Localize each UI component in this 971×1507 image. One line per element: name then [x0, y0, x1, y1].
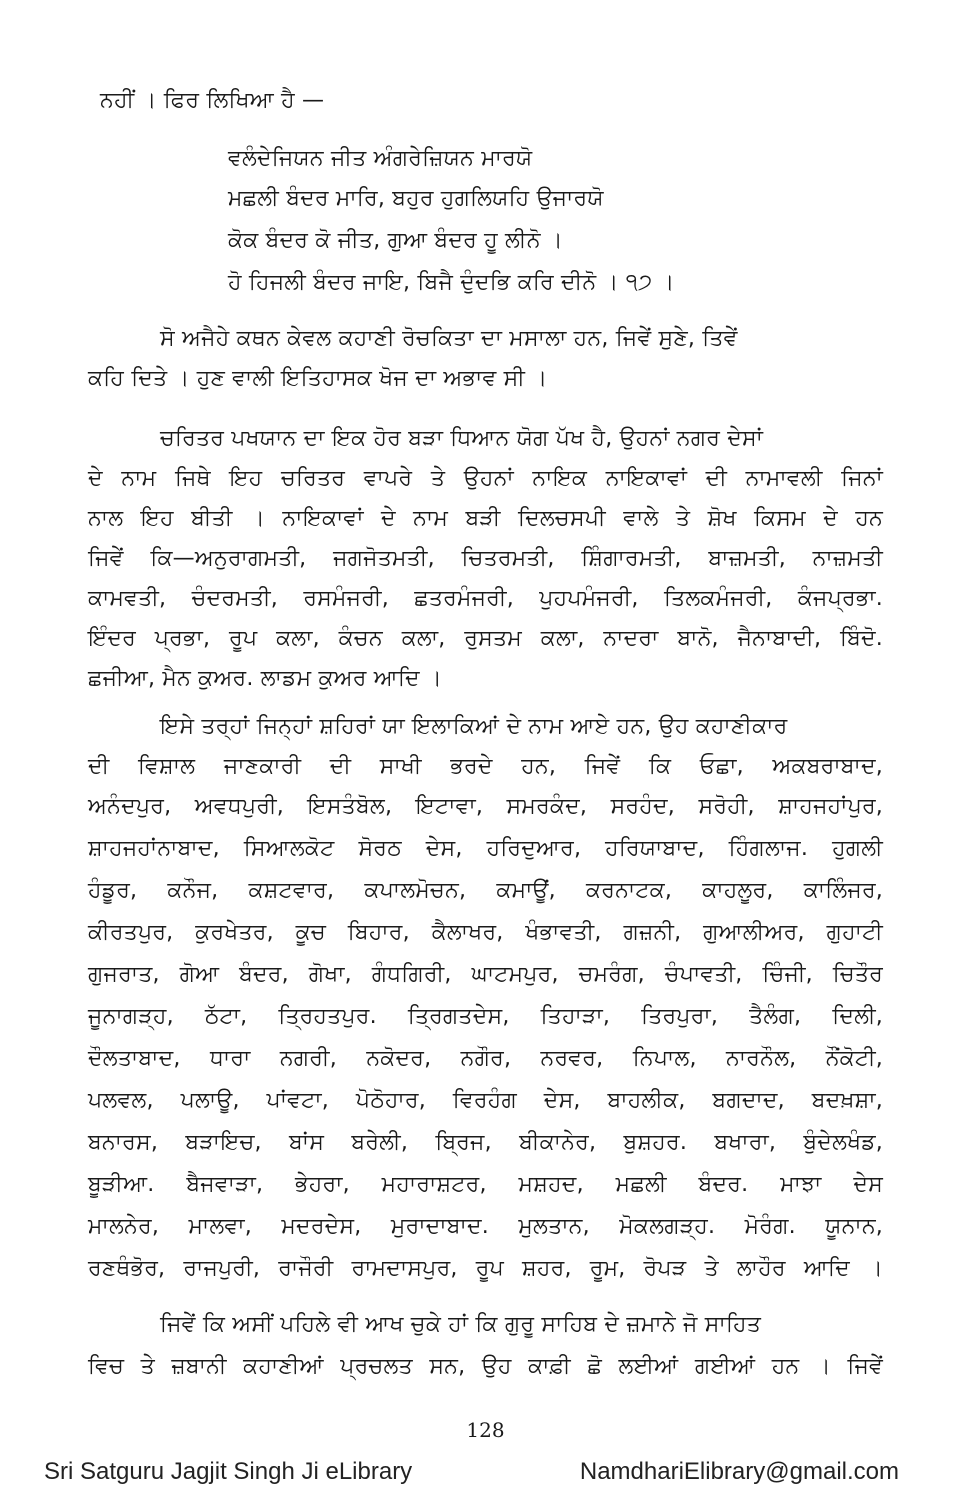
paragraph-line: ਕੀਰਤਪੁਰ, ਕੁਰਖੇਤਰ, ਕੂਚ ਬਿਹਾਰ, ਕੈਲਾਖਰ, ਖੰਭਾਵਤੀ, ਗਜ਼ਨੀ, ਗੁਆਲੀਅਰ, ਗੁਹਾਟੀ [88, 920, 883, 945]
paragraph-line: ਕਹਿ ਦਿਤੇ । ਹੁਣ ਵਾਲੀ ਇਤਿਹਾਸਕ ਖੋਜ ਦਾ ਅਭਾਵ ਸੀ । [88, 366, 548, 391]
paragraph-line: ਰਣਥੰਭੋਰ, ਰਾਜਪੁਰੀ, ਰਾਜੌਰੀ ਰਾਮਦਾਸਪੁਰ, ਰੂਪ ਸ਼ਹਰ, ਰੂਮ, ਰੋਪੜ ਤੇ ਲਾਹੌਰ ਆਦਿ । [88, 1256, 883, 1281]
paragraph-line: ਵਿਚ ਤੇ ਜ਼ਬਾਨੀ ਕਹਾਣੀਆਂ ਪ੍ਰਚਲਤ ਸਨ, ਉਹ ਕਾਫ਼ੀ ਛੋ ਲਈਆਂ ਗਈਆਂ ਹਨ । ਜਿਵੇਂ [88, 1354, 883, 1379]
paragraph-line: ਇਸੇ ਤਰ੍ਹਾਂ ਜਿਨ੍ਹਾਂ ਸ਼ਹਿਰਾਂ ਯਾ ਇਲਾਕਿਆਂ ਦੇ ਨਾਮ ਆਏ ਹਨ, ਉਹ ਕਹਾਣੀਕਾਰ [160, 714, 788, 739]
paragraph-line: ਕਾਮਵਤੀ, ਚੰਦਰਮਤੀ, ਰਸਮੰਜਰੀ, ਛਤਰਮੰਜਰੀ, ਪੁਹਪਮੰਜਰੀ, ਤਿਲਕਮੰਜਰੀ, ਕੰਜਪ੍ਰਭਾ. [88, 586, 883, 611]
paragraph-line: ਛਜੀਆ, ਮੈਨ ਕੁਅਰ. ਲਾਡਮ ਕੁਅਰ ਆਦਿ । [88, 666, 443, 691]
paragraph-line: ਬੂੜੀਆ. ਬੈਜਵਾੜਾ, ਭੇਹਰਾ, ਮਹਾਰਾਸ਼ਟਰ, ਮਸ਼ਹਦ, ਮਛਲੀ ਬੰਦਰ. ਮਾਝਾ ਦੇਸ [88, 1172, 883, 1197]
paragraph-line: ਸੋ ਅਜੈਹੇ ਕਥਨ ਕੇਵਲ ਕਹਾਣੀ ਰੋਚਕਿਤਾ ਦਾ ਮਸਾਲਾ ਹਨ, ਜਿਵੇਂ ਸੁਣੇ, ਤਿਵੇਂ [160, 326, 738, 351]
paragraph-line: ਪਲਵਲ, ਪਲਾਊ, ਪਾਂਵਟਾ, ਪੋਠੋਹਾਰ, ਵਿਰਹੰਗ ਦੇਸ, ਬਾਹਲੀਕ, ਬਗਦਾਦ, ਬਦਖ਼ਸ਼ਾ, [88, 1088, 883, 1113]
paragraph-line: ਬਨਾਰਸ, ਬੜਾਇਚ, ਬਾਂਸ ਬਰੇਲੀ, ਬ੍ਰਿਜ, ਬੀਕਾਨੇਰ, ਬੁਸ਼ਹਰ. ਬਖਾਰਾ, ਬੁੰਦੇਲਖੰਡ, [88, 1130, 883, 1155]
footer-library-name: Sri Satguru Jagjit Singh Ji eLibrary [44, 1458, 413, 1485]
paragraph-line: ਜੂਨਾਗੜ੍ਹ, ਠੱਟਾ, ਤ੍ਰਿਹਤਪੁਰ. ਤ੍ਰਿਗਤਦੇਸ, ਤਿਹਾੜਾ, ਤਿਰਪੁਰਾ, ਤੈਲੰਗ, ਦਿਲੀ, [88, 1004, 883, 1029]
verse-line: ਹੋ ਹਿਜਲੀ ਬੰਦਰ ਜਾਇ, ਬਿਜੈ ਦੁੰਦਭਿ ਕਰਿ ਦੀਨੋ । ੧੭ । [228, 270, 675, 295]
verse-line: ਵਲੰਦੇਜਿਯਨ ਜੀਤ ਅੰਗਰੇਜ਼ਿਯਨ ਮਾਰਯੋ [228, 146, 533, 171]
verse-line: ਕੋਕ ਬੰਦਰ ਕੋ ਜੀਤ, ਗੁਆ ਬੰਦਰ ਹੂ ਲੀਨੋ । [228, 228, 563, 253]
verse-line: ਮਛਲੀ ਬੰਦਰ ਮਾਰਿ, ਬਹੁਰ ਹੁਗਲਿਯਹਿ ਉਜਾਰਯੋ [228, 186, 604, 211]
paragraph-line: ਸ਼ਾਹਜਹਾਂਨਾਬਾਦ, ਸਿਆਲਕੋਟ ਸੋਰਠ ਦੇਸ, ਹਰਿਦੁਆਰ, ਹਰਿਯਾਬਾਦ, ਹਿੰਗਲਾਜ. ਹੁਗਲੀ [88, 836, 883, 861]
paragraph-line: ਗੁਜਰਾਤ, ਗੋਆ ਬੰਦਰ, ਗੋਖਾ, ਗੰਧਗਿਰੀ, ਘਾਟਮਪੁਰ, ਚਮਰੰਗ, ਚੰਪਾਵਤੀ, ਚਿੰਜੀ, ਚਿਤੌਰ [88, 962, 883, 987]
opening-line: ਨਹੀਂ । ਫਿਰ ਲਿਖਿਆ ਹੈ — [100, 88, 325, 113]
paragraph-line: ਜਿਵੇਂ ਕਿ ਅਸੀਂ ਪਹਿਲੇ ਵੀ ਆਖ ਚੁਕੇ ਹਾਂ ਕਿ ਗੁਰੂ ਸਾਹਿਬ ਦੇ ਜ਼ਮਾਨੇ ਜੋ ਸਾਹਿਤ [160, 1312, 762, 1337]
paragraph-line: ਚਰਿਤਰ ਪਖਯਾਨ ਦਾ ਇਕ ਹੋਰ ਬੜਾ ਧਿਆਨ ਯੋਗ ਪੱਖ ਹੈ, ਉਹਨਾਂ ਨਗਰ ਦੇਸਾਂ [160, 426, 764, 451]
paragraph-line: ਦੌਲਤਾਬਾਦ, ਧਾਰਾ ਨਗਰੀ, ਨਕੋਦਰ, ਨਗੌਰ, ਨਰਵਰ, ਨਿਪਾਲ, ਨਾਰਨੌਲ, ਨੌਂਕੋਟੀ, [88, 1046, 883, 1071]
paragraph-line: ਦੇ ਨਾਮ ਜਿਥੇ ਇਹ ਚਰਿਤਰ ਵਾਪਰੇ ਤੇ ਉਹਨਾਂ ਨਾਇਕ ਨਾਇਕਾਵਾਂ ਦੀ ਨਾਮਾਵਲੀ ਜਿਨਾਂ [88, 466, 883, 491]
paragraph-line: ਅਨੰਦਪੁਰ, ਅਵਧਪੁਰੀ, ਇਸਤੰਬੋਲ, ਇਟਾਵਾ, ਸਮਰਕੰਦ, ਸਰਹੰਦ, ਸਰੋਹੀ, ਸ਼ਾਹਜਹਾਂਪੁਰ, [88, 794, 883, 819]
page-number: 128 [466, 1418, 505, 1442]
paragraph-line: ਇੰਦਰ ਪ੍ਰਭਾ, ਰੂਪ ਕਲਾ, ਕੰਚਨ ਕਲਾ, ਰੁਸਤਮ ਕਲਾ, ਨਾਦਰਾ ਬਾਨੋ, ਜੈਨਾਬਾਦੀ, ਬਿੰਦੋ. [88, 626, 883, 651]
paragraph-line: ਹੰਡੂਰ, ਕਨੌਜ, ਕਸ਼ਟਵਾਰ, ਕਪਾਲਮੋਚਨ, ਕਮਾਊਂ, ਕਰਨਾਟਕ, ਕਾਹਲੂਰ, ਕਾਲਿੰਜਰ, [88, 878, 883, 903]
paragraph-line: ਜਿਵੇਂ ਕਿ—ਅਨੁਰਾਗਮਤੀ, ਜਗਜੋਤਮਤੀ, ਚਿਤਰਮਤੀ, ਸ਼ਿੰਗਾਰਮਤੀ, ਬਾਜ਼ਮਤੀ, ਨਾਜ਼ਮਤੀ [88, 546, 883, 571]
paragraph-line: ਦੀ ਵਿਸ਼ਾਲ ਜਾਣਕਾਰੀ ਦੀ ਸਾਖੀ ਭਰਦੇ ਹਨ, ਜਿਵੇਂ ਕਿ ਓਛਾ, ਅਕਬਰਾਬਾਦ, [88, 754, 883, 779]
paragraph-line: ਨਾਲ ਇਹ ਬੀਤੀ । ਨਾਇਕਾਵਾਂ ਦੇ ਨਾਮ ਬੜੀ ਦਿਲਚਸਪੀ ਵਾਲੇ ਤੇ ਸ਼ੋਖ ਕਿਸਮ ਦੇ ਹਨ [88, 506, 883, 531]
paragraph-line: ਮਾਲਨੇਰ, ਮਾਲਵਾ, ਮਦਰਦੇਸ, ਮੁਰਾਦਾਬਾਦ. ਮੁਲਤਾਨ, ਮੋਕਲਗੜ੍ਹ. ਮੋਰੰਗ. ਯੂਨਾਨ, [88, 1214, 883, 1239]
footer-email: NamdhariElibrary@gmail.com [579, 1458, 899, 1485]
